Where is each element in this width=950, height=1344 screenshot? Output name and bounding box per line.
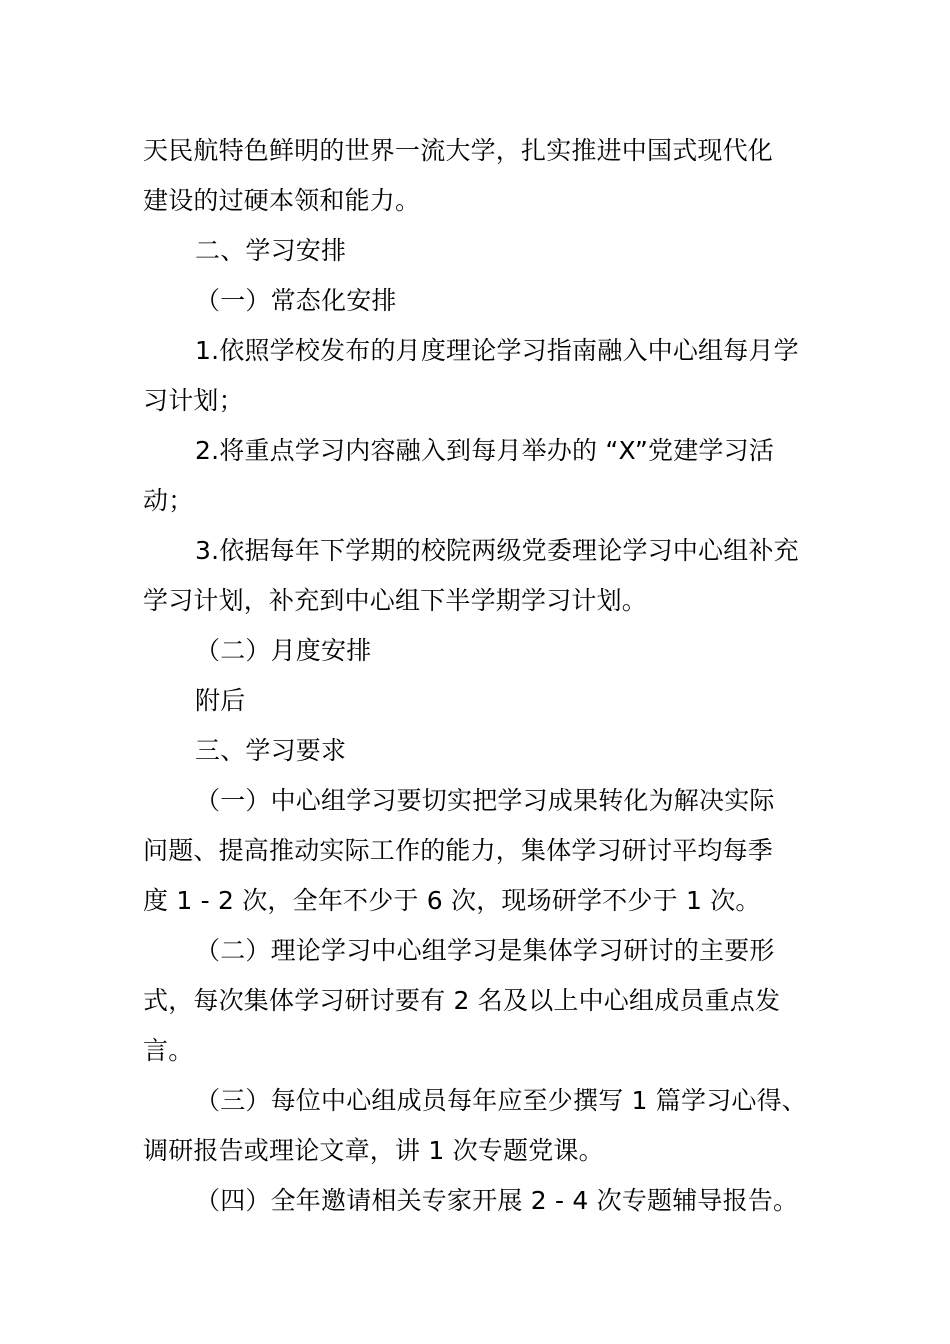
paragraph-line: （一）中心组学习要切实把学习成果转化为解决实际 bbox=[195, 786, 775, 815]
paragraph-line: 调研报告或理论文章，讲 1 次专题党课。 bbox=[143, 1136, 604, 1165]
paragraph-line: 天民航特色鲜明的世界一流大学，扎实推进中国式现代化 bbox=[143, 136, 774, 165]
paragraph-line: （三）每位中心组成员每年应至少撰写 1 篇学习心得、 bbox=[195, 1086, 808, 1115]
paragraph-line: 问题、提高推动实际工作的能力，集体学习研讨平均每季 bbox=[143, 836, 774, 865]
subsection-heading: （一）常态化安排 bbox=[195, 286, 397, 315]
list-item-line: 学习计划，补充到中心组下半学期学习计划。 bbox=[143, 586, 648, 615]
paragraph-line: 式，每次集体学习研讨要有 2 名及以上中心组成员重点发 bbox=[143, 986, 781, 1015]
section-heading: 二、学习安排 bbox=[195, 236, 347, 265]
subsection-heading: （二）月度安排 bbox=[195, 636, 372, 665]
list-item-line: 3.依据每年下学期的校院两级党委理论学习中心组补充 bbox=[195, 536, 799, 565]
paragraph-line: 度 1 - 2 次，全年不少于 6 次，现场研学不少于 1 次。 bbox=[143, 886, 761, 915]
list-item-line: 2.将重点学习内容融入到每月举办的 “X”党建学习活 bbox=[195, 436, 775, 465]
list-item-line: 习计划； bbox=[143, 386, 244, 415]
paragraph-line: 建设的过硬本领和能力。 bbox=[143, 186, 421, 215]
list-item-line: 1.依照学校发布的月度理论学习指南融入中心组每月学 bbox=[195, 336, 799, 365]
section-heading: 三、学习要求 bbox=[195, 736, 347, 765]
paragraph-line: 附后 bbox=[195, 686, 246, 715]
paragraph-line: 言。 bbox=[143, 1036, 194, 1065]
paragraph-line: （二）理论学习中心组学习是集体学习研讨的主要形 bbox=[195, 936, 775, 965]
paragraph-line: （四）全年邀请相关专家开展 2 - 4 次专题辅导报告。 bbox=[195, 1186, 799, 1215]
list-item-line: 动； bbox=[143, 486, 194, 515]
